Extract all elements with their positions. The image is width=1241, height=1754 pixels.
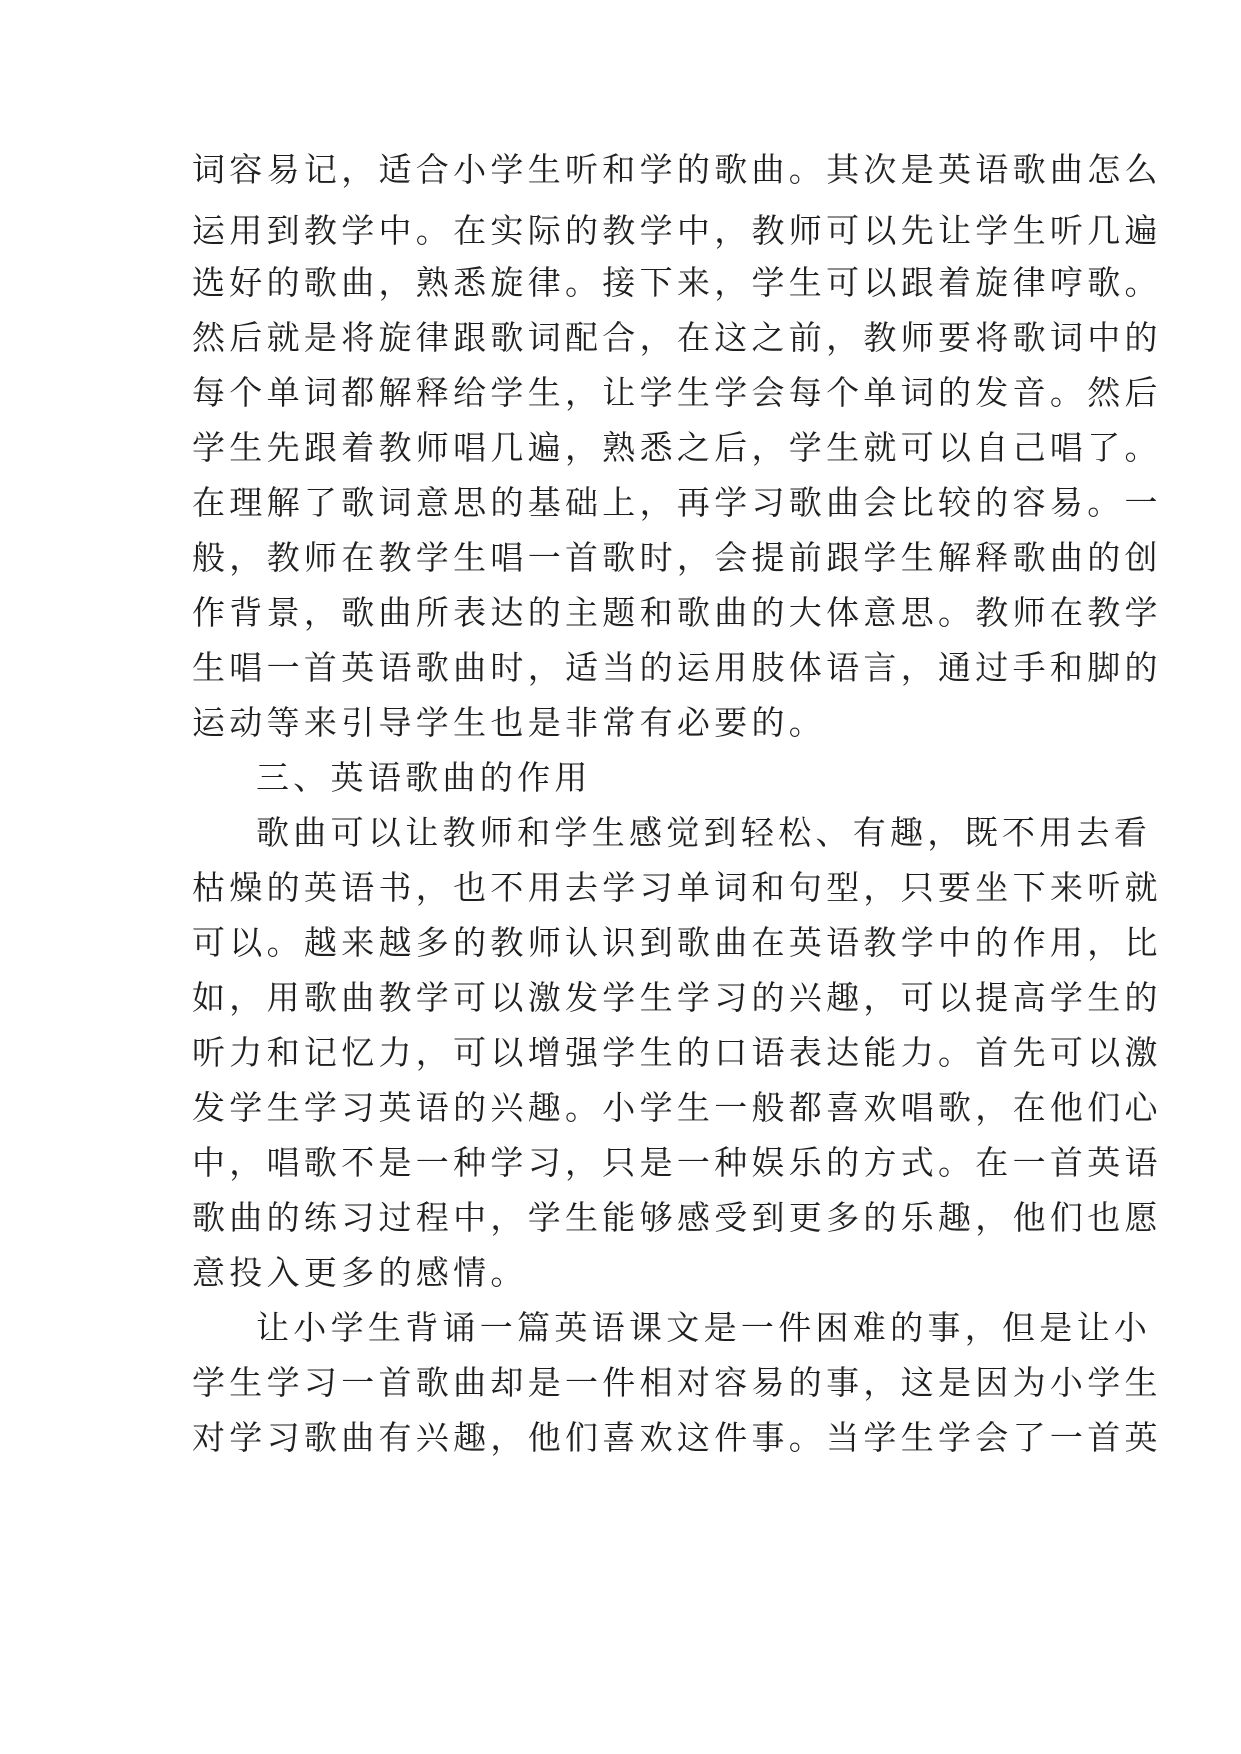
text-line: 对学习歌曲有兴趣，他们喜欢这件事。当学生学会了一首英 xyxy=(192,1418,1162,1457)
text-line: 枯燥的英语书，也不用去学习单词和句型，只要坐下来听就 xyxy=(192,868,1162,907)
text-line: 歌曲可以让教师和学生感觉到轻松、有趣，既不用去看 xyxy=(256,813,1152,852)
text-line: 可以。越来越多的教师认识到歌曲在英语教学中的作用，比 xyxy=(192,923,1162,962)
text-line: 中，唱歌不是一种学习，只是一种娱乐的方式。在一首英语 xyxy=(192,1143,1162,1182)
text-line: 运动等来引导学生也是非常有必要的。 xyxy=(192,703,827,742)
text-line: 让小学生背诵一篇英语课文是一件困难的事，但是让小 xyxy=(256,1308,1152,1347)
text-line: 选好的歌曲，熟悉旋律。接下来，学生可以跟着旋律哼歌。 xyxy=(192,263,1162,302)
text-line: 作背景，歌曲所表达的主题和歌曲的大体意思。教师在教学 xyxy=(192,593,1162,632)
text-line: 然后就是将旋律跟歌词配合，在这之前，教师要将歌词中的 xyxy=(192,318,1162,357)
text-line: 生唱一首英语歌曲时，适当的运用肢体语言，通过手和脚的 xyxy=(192,648,1162,687)
text-line: 学生学习一首歌曲却是一件相对容易的事，这是因为小学生 xyxy=(192,1363,1162,1402)
text-line: 听力和记忆力，可以增强学生的口语表达能力。首先可以激 xyxy=(192,1033,1162,1072)
text-line: 般，教师在教学生唱一首歌时，会提前跟学生解释歌曲的创 xyxy=(192,538,1162,577)
text-line: 发学生学习英语的兴趣。小学生一般都喜欢唱歌，在他们心 xyxy=(192,1088,1162,1127)
text-line: 学生先跟着教师唱几遍，熟悉之后，学生就可以自己唱了。 xyxy=(192,428,1162,467)
text-line: 运用到教学中。在实际的教学中，教师可以先让学生听几遍 xyxy=(192,211,1162,250)
text-line: 每个单词都解释给学生，让学生学会每个单词的发音。然后 xyxy=(192,373,1162,412)
text-line: 歌曲的练习过程中，学生能够感受到更多的乐趣，他们也愿 xyxy=(192,1198,1162,1237)
text-line: 如，用歌曲教学可以激发学生学习的兴趣，可以提高学生的 xyxy=(192,978,1162,1017)
text-line: 在理解了歌词意思的基础上，再学习歌曲会比较的容易。一 xyxy=(192,483,1162,522)
text-line: 意投入更多的感情。 xyxy=(192,1253,528,1292)
text-line: 词容易记，适合小学生听和学的歌曲。其次是英语歌曲怎么 xyxy=(192,150,1162,189)
section-heading: 三、英语歌曲的作用 xyxy=(256,758,592,797)
